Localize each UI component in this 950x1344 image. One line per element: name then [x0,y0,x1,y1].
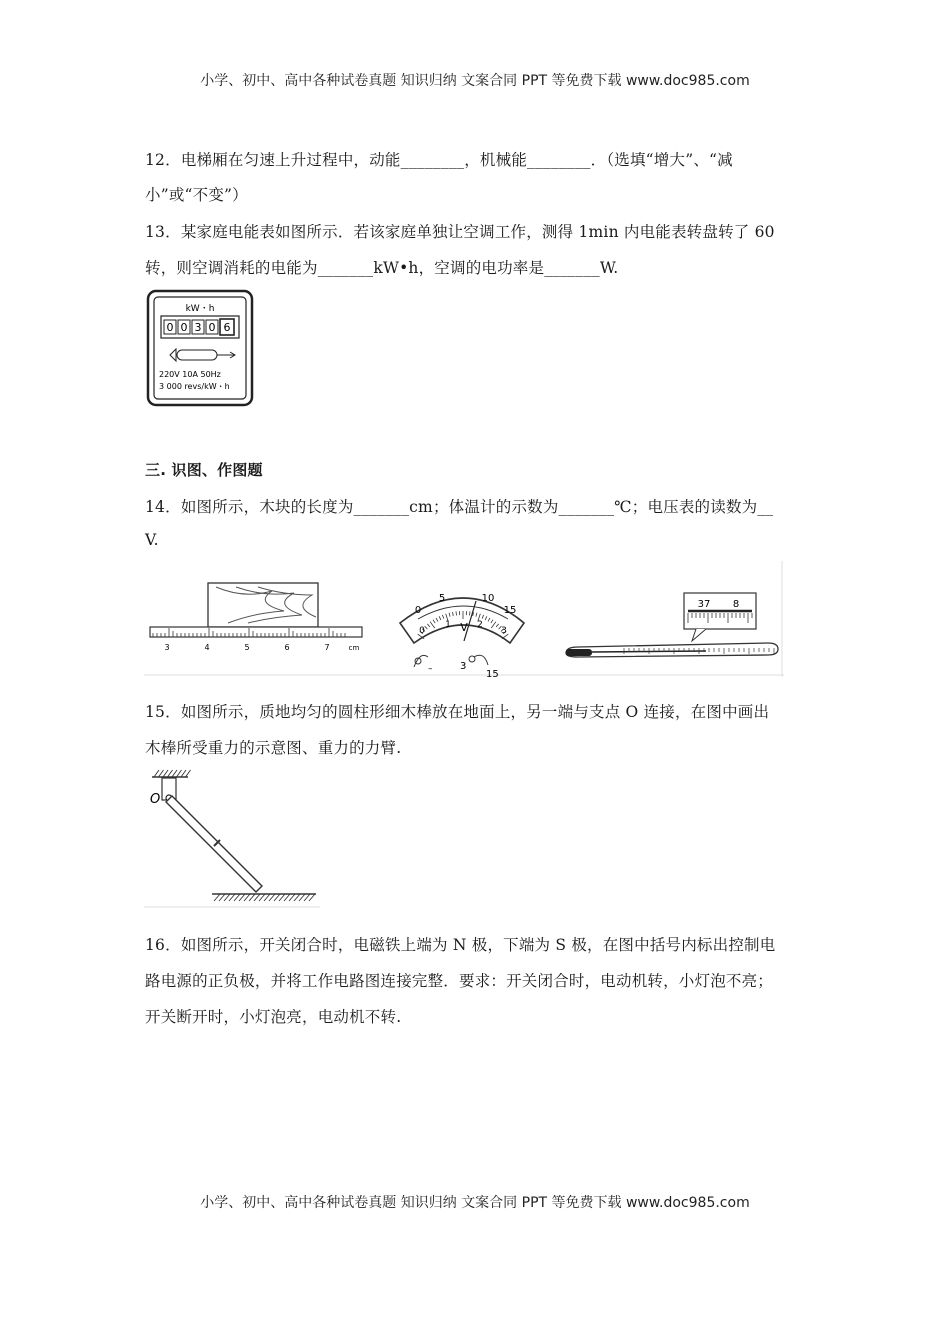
ruler-label-6: 6 [284,643,290,652]
volt-bottom-1: 1 [445,620,451,630]
q16-line1: 16．如图所示，开关闭合时，电磁铁上端为 N 极，下端为 S 极，在图中括号内标出控制电 [145,936,776,954]
q14-line2: V. [145,531,159,549]
clinical-thermometer [566,593,778,657]
q13-line2: 转，则空调消耗的电能为_______kW•h，空调的电功率是_______W. [145,259,619,277]
meter-digit-2: 0 [180,321,188,334]
ruler-label-7: 7 [324,643,330,652]
pivot-label: O [150,792,161,807]
meter-digit-5: 6 [223,321,231,334]
meter-unit: kW・h [185,304,215,314]
meter-digit-3: 3 [194,321,202,334]
ruler-unit: cm [348,644,360,652]
q14-line1: 14．如图所示，木块的长度为_______cm；体温计的示数为_______℃；电压表的读数为__ [145,498,774,516]
q12-line2: 小”或“不变”） [145,186,248,204]
ruler-label-5: 5 [244,643,250,652]
thermo-label-37: 37 [697,599,711,610]
ruler-label-3: 3 [164,643,170,652]
section-title: 三. 识图、作图题 [145,461,263,479]
rod-pivot-figure [144,768,320,910]
q15-line2: 木棒所受重力的示意图、重力的力臂. [145,739,402,757]
voltmeter [400,593,524,678]
volt-top-10: 10 [481,593,495,604]
measurement-figure [144,561,784,678]
volt-bottom-3: 3 [501,626,507,636]
terminal-15: 15 [486,669,499,678]
ruler-label-4: 4 [204,643,210,652]
ceiling-hatch [152,770,191,777]
ground-hatch [212,894,316,901]
volt-top-0: 0 [414,605,422,616]
terminal-negative: – [428,664,433,674]
volt-top-5: 5 [438,593,446,604]
q15-line1: 15．如图所示，质地均匀的圆柱形细木棒放在地面上，另一端与支点 O 连接，在图中画出 [145,703,770,721]
meter-spec-1: 220V 10A 50Hz [159,370,221,379]
meter-digit-1: 0 [166,321,174,334]
page-header: 小学、初中、高中各种试卷真题 知识归纳 文案合同 PPT 等免费下载 www.doc985.com [200,73,750,89]
thermo-label-8: 8 [732,599,740,610]
volt-top-15: 15 [503,605,517,616]
volt-unit: V [460,621,468,634]
ruler-with-block [150,583,362,652]
electric-meter-figure [146,289,254,407]
q13-line1: 13．某家庭电能表如图所示．若该家庭单独让空调工作，测得 1min 内电能表转盘转了 60 [145,223,775,241]
meter-spec-2: 3 000 revs/kW・h [159,382,230,391]
q16-line3: 开关断开时，小灯泡亮，电动机不转. [145,1008,402,1026]
page-footer: 小学、初中、高中各种试卷真题 知识归纳 文案合同 PPT 等免费下载 www.doc985.com [200,1195,750,1211]
meter-digit-4: 0 [208,321,216,334]
q12-line1: 12．电梯厢在匀速上升过程中，动能________，机械能________．（选填“增大”、“减 [145,151,733,169]
wooden-rod [166,796,262,892]
volt-bottom-2: 2 [477,620,483,630]
q16-line2: 路电源的正负极，并将工作电路图连接完整．要求：开关闭合时，电动机转，小灯泡不亮； [145,972,774,990]
volt-bottom-0: 0 [419,626,425,636]
terminal-3: 3 [460,661,467,672]
